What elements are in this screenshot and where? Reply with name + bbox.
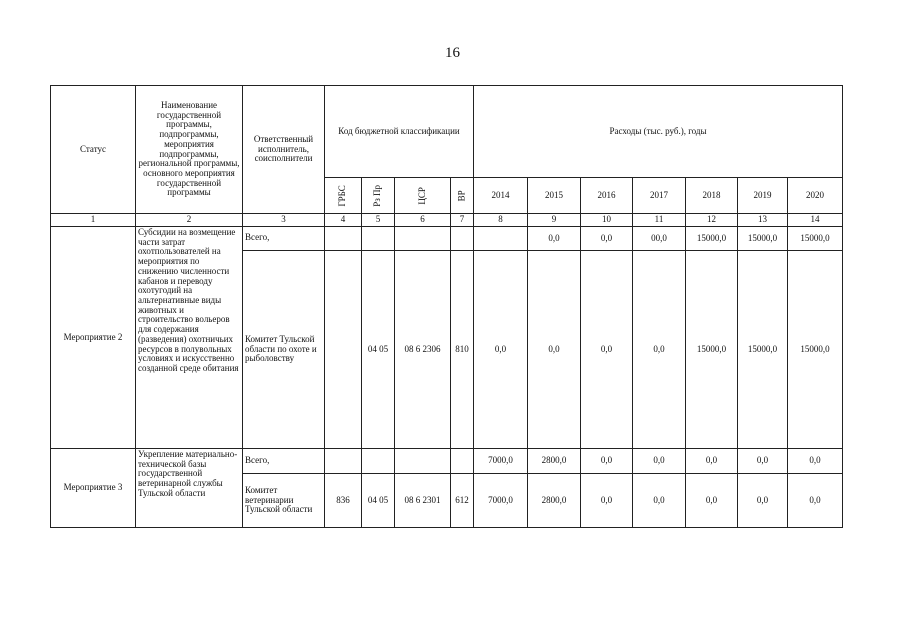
cell-value: 15000,0: [738, 227, 788, 251]
cell-value: 0,0: [633, 474, 686, 528]
header-status: Статус: [51, 86, 136, 214]
header-year: 2016: [581, 178, 633, 214]
cell-vr: [451, 227, 474, 251]
cell-csr: [395, 227, 451, 251]
header-rzpr: Рз Пр: [362, 178, 395, 214]
cell-rzpr: [362, 449, 395, 474]
cell-value: 2800,0: [528, 474, 581, 528]
cell-value: 15000,0: [686, 227, 738, 251]
col-number: 3: [243, 214, 325, 227]
col-number: 14: [788, 214, 843, 227]
cell-value: [474, 227, 528, 251]
col-number: 6: [395, 214, 451, 227]
cell-value: 15000,0: [738, 251, 788, 449]
header-program-name: Наименование государственной программы, подпрограммы, мероприятия подпрограммы, региональной программы, основного мероприятия государственной программы: [136, 86, 243, 214]
cell-value: 0,0: [738, 474, 788, 528]
col-number: 7: [451, 214, 474, 227]
row-executor: Всего,: [243, 227, 325, 251]
row-status: Мероприятие 2: [51, 227, 136, 449]
cell-value: 0,0: [788, 449, 843, 474]
header-year: 2014: [474, 178, 528, 214]
header-row: [51, 86, 843, 178]
cell-rzpr: 04 05: [362, 251, 395, 449]
cell-csr: 08 6 2301: [395, 474, 451, 528]
header-budget-code: Код бюджетной классификации: [325, 86, 474, 178]
cell-value: 0,0: [686, 474, 738, 528]
table-row: [51, 449, 843, 474]
cell-value: 00,0: [633, 227, 686, 251]
header-expenses: Расходы (тыс. руб.), годы: [474, 86, 843, 178]
cell-grbs: 836: [325, 474, 362, 528]
row-status: Мероприятие 3: [51, 449, 136, 528]
cell-value: 7000,0: [474, 474, 528, 528]
cell-value: 0,0: [581, 449, 633, 474]
row-name: Укрепление материально-технической базы государственной ветеринарной службы Тульской области: [136, 449, 243, 528]
col-number: 1: [51, 214, 136, 227]
header-csr: ЦСР: [395, 178, 451, 214]
header-vr: ВР: [451, 178, 474, 214]
header-executor: Ответственный исполнитель, соисполнители: [243, 86, 325, 214]
cell-value: 0,0: [788, 474, 843, 528]
cell-value: 0,0: [528, 251, 581, 449]
cell-vr: 810: [451, 251, 474, 449]
col-number: 2: [136, 214, 243, 227]
cell-vr: [451, 449, 474, 474]
cell-value: 15000,0: [788, 227, 843, 251]
cell-value: 2800,0: [528, 449, 581, 474]
cell-value: 0,0: [686, 449, 738, 474]
cell-value: 0,0: [528, 227, 581, 251]
header-grbs: ГРБС: [325, 178, 362, 214]
header-year: 2019: [738, 178, 788, 214]
cell-value: 7000,0: [474, 449, 528, 474]
row-executor: Комитет Тульской области по охоте и рыболовству: [243, 251, 325, 449]
cell-csr: [395, 449, 451, 474]
header-year: 2017: [633, 178, 686, 214]
col-number: 5: [362, 214, 395, 227]
cell-value: 0,0: [633, 449, 686, 474]
col-number: 12: [686, 214, 738, 227]
col-number: 11: [633, 214, 686, 227]
cell-grbs: [325, 251, 362, 449]
col-number: 10: [581, 214, 633, 227]
cell-csr: 08 6 2306: [395, 251, 451, 449]
row-executor: Комитет ветеринарии Тульской области: [243, 474, 325, 528]
header-year: 2015: [528, 178, 581, 214]
cell-rzpr: [362, 227, 395, 251]
column-numbers-row: [51, 214, 843, 227]
cell-value: 0,0: [581, 251, 633, 449]
cell-value: 15000,0: [686, 251, 738, 449]
row-name: Субсидии на возмещение части затрат охотпользователей на мероприятия по снижению численности кабанов и переводу охотугодий на альтернативные виды животных и строительство вольеров для содержания (разведения) охотничьих ресурсов в полувольных условиях и искусственно созданной среде обитания: [136, 227, 243, 449]
cell-grbs: [325, 227, 362, 251]
cell-value: 0,0: [581, 227, 633, 251]
col-number: 4: [325, 214, 362, 227]
header-year: 2018: [686, 178, 738, 214]
col-number: 8: [474, 214, 528, 227]
col-number: 9: [528, 214, 581, 227]
header-year: 2020: [788, 178, 843, 214]
cell-grbs: [325, 449, 362, 474]
cell-value: 0,0: [633, 251, 686, 449]
table-row: [51, 227, 843, 251]
cell-value: 0,0: [581, 474, 633, 528]
row-executor: Всего,: [243, 449, 325, 474]
budget-table: [50, 85, 843, 528]
cell-vr: 612: [451, 474, 474, 528]
cell-value: 0,0: [474, 251, 528, 449]
col-number: 13: [738, 214, 788, 227]
cell-rzpr: 04 05: [362, 474, 395, 528]
page-number: 16: [445, 45, 460, 61]
cell-value: 15000,0: [788, 251, 843, 449]
cell-value: 0,0: [738, 449, 788, 474]
